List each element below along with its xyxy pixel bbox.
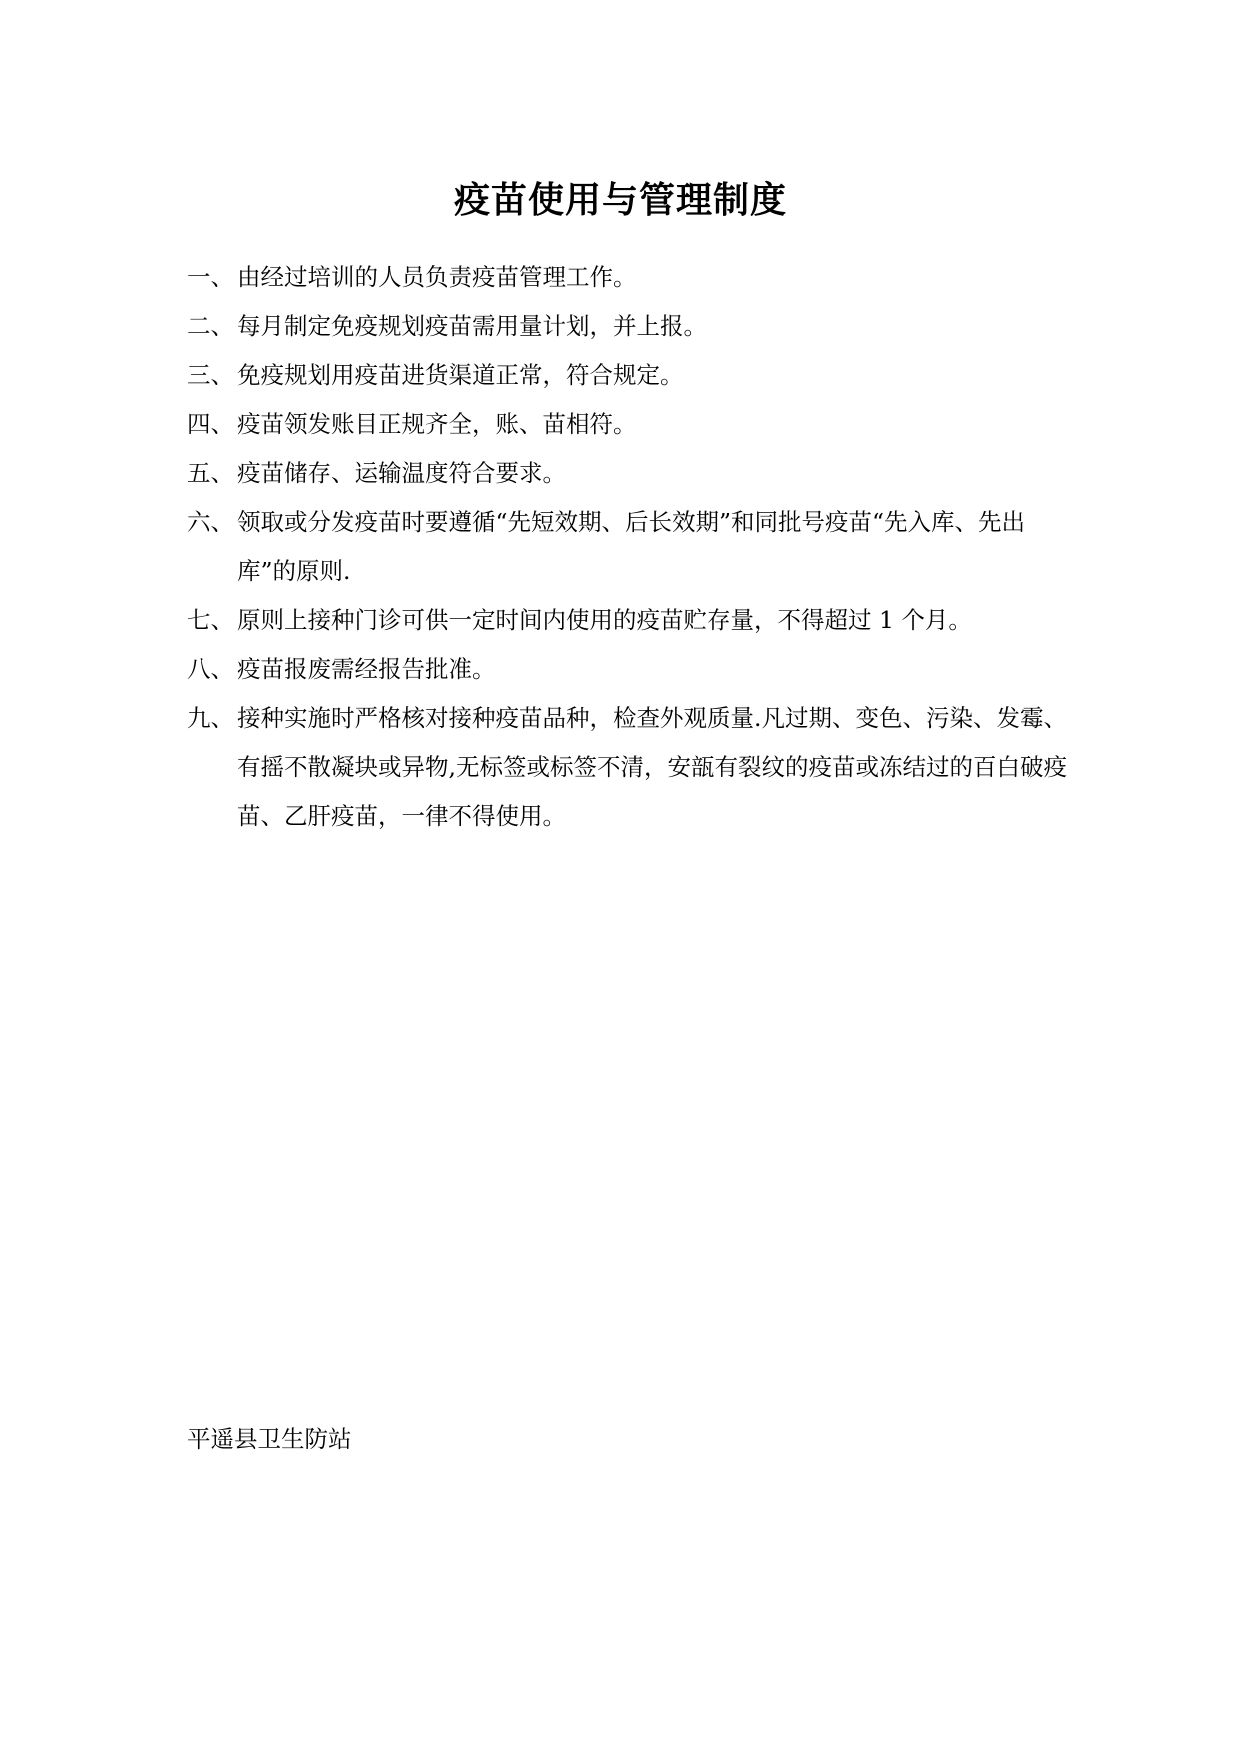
item-number: 九、 bbox=[187, 704, 234, 732]
item-number: 六、 bbox=[187, 508, 234, 536]
list-item bbox=[187, 302, 1067, 351]
issuing-organization: 平遥县卫生防站 bbox=[187, 1425, 352, 1453]
document-title: 疫苗使用与管理制度 bbox=[453, 180, 787, 221]
item-text: 每月制定免疫规划疫苗需用量计划，并上报。 bbox=[237, 312, 707, 340]
item-text: 接种实施时严格核对接种疫苗品种，检查外观质量.凡过期、变色、污染、发霉、有摇不散凝块或异物,无标签或标签不清，安瓿有裂纹的疫苗或冻结过的百白破疫苗、乙肝疫苗，一律不得使用。 bbox=[237, 704, 1067, 830]
item-number: 二、 bbox=[187, 312, 234, 340]
list-item bbox=[187, 645, 1067, 694]
list-item bbox=[187, 400, 1067, 449]
item-text: 由经过培训的人员负责疫苗管理工作。 bbox=[237, 263, 637, 291]
item-text: 疫苗领发账目正规齐全，账、苗相符。 bbox=[237, 410, 637, 438]
item-number: 四、 bbox=[187, 410, 234, 438]
list-item bbox=[187, 449, 1067, 498]
list-item bbox=[187, 596, 1067, 645]
item-number: 七、 bbox=[187, 606, 234, 634]
item-number: 八、 bbox=[187, 655, 234, 683]
item-text: 免疫规划用疫苗进货渠道正常，符合规定。 bbox=[237, 361, 684, 389]
item-text: 疫苗储存、运输温度符合要求。 bbox=[237, 459, 566, 487]
item-number: 五、 bbox=[187, 459, 234, 487]
item-number: 一、 bbox=[187, 263, 234, 291]
list-item bbox=[187, 498, 1067, 596]
list-item bbox=[187, 253, 1067, 302]
item-text: 疫苗报废需经报告批准。 bbox=[237, 655, 496, 683]
list-item bbox=[187, 351, 1067, 400]
regulation-list bbox=[187, 253, 1067, 841]
item-text: 领取或分发疫苗时要遵循“先短效期、后长效期”和同批号疫苗“先入库、先出库”的原则. bbox=[237, 508, 1026, 585]
item-number: 三、 bbox=[187, 361, 234, 389]
item-text: 原则上接种门诊可供一定时间内使用的疫苗贮存量，不得超过 1 个月。 bbox=[237, 606, 972, 634]
list-item bbox=[187, 694, 1067, 841]
